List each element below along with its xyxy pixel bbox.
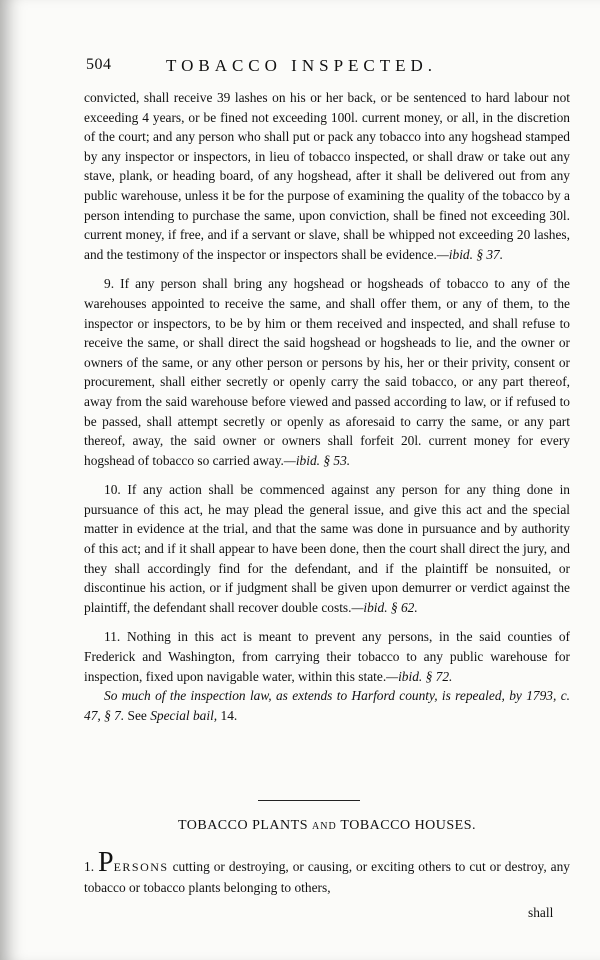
citation: —ibid. § 53. [283,452,351,468]
citation: —ibid. § 62. [351,599,418,615]
note-page: 14. [217,707,238,723]
citation: —ibid. § 37. [436,246,504,262]
paragraph-9 [84,274,570,470]
paragraph-text: 9. If any person shall bring any hogshead or hogsheads of tobacco to any of the warehouses appointed to receive the same, and shall offer them, or any of them, to the inspector or inspectors, to be by him or them received and inspected, and shall refuse to receive the same, or shall direct the said hogshead or hogsheads to lie, and the owner or owners of the same, or any other person or persons by his, her or their privity, consent or procurement, shall either secretly or openly carry the said tobacco, or any part thereof, away from the said warehouse before viewed and passed according to law, or if refused to be passed, shall attempt secretly or openly as aforesaid to carry the same, or any part thereof, away, the said owner or owners shall forfeit 20l. current money for every hogshead of tobacco so carried away. [84,276,570,468]
page-body [84,88,570,725]
paragraph-continued [84,88,570,264]
note-reference: 1793, c. 47, § 7. [84,688,570,723]
note-see: See [124,707,151,723]
small-caps-word: ERSONS [113,860,169,875]
section-divider [258,800,360,801]
page-header [86,52,576,80]
section-heading-part: TOBACCO PLANTS [177,818,312,833]
section-heading-and: AND [312,821,337,832]
paragraph-number: 1. [84,859,99,875]
paragraph-10 [84,480,570,617]
note-cross-reference: Special bail, [150,707,218,723]
citation: —ibid. § 72. [386,668,453,684]
paragraph-text: cutting or destroying, or causing, or exciting others to cut or destroy, any tobacco or tobacco plants belonging to others, [84,859,570,895]
paragraph-text: 11. Nothing in this act is meant to prevent any persons, in the said counties of Frederick and Washington, from carrying their tobacco to any public warehouse for inspection, fixed upon navigable water, within this state. [84,629,570,684]
repeal-note [84,686,570,725]
note-text: So much of the inspection law, as extends to Harford county, is repealed, by [104,688,527,704]
initial-letter: P [98,847,114,879]
paragraph-text: 10. If any action shall be commenced against any person for any thing done in pursuance of this act, he may plead the general issue, and give this act and the special matter in evidence at the trial, and that the same was done in pursuance and by authority of this act; and if it shall appear to have been done, then the court shall direct the jury, and they shall accordingly find for the defendant, and if the plaintiff be nonsuited, or discontinue his action, or if judgment shall be given upon demurrer or verdict against the plaintiff, the defendant shall recover double costs. [84,482,570,615]
section-first-paragraph [84,847,570,897]
paragraph-11 [84,627,570,686]
paragraph-text: convicted, shall receive 39 lashes on his or her back, or be sentenced to hard labour not exceeding 4 years, or be fined not exceeding 100l. current money, or all, in the discretion of the court; and any person who shall put or pack any tobacco into any hogshead stamped by any inspector or inspectors, in lieu of tobacco inspected, or shall draw or take out any stave, plank, or heading board, of any hogshead, after it shall be delivered out from any public warehouse, unless it be for the purpose of examining the quality of the tobacco by a person intending to purchase the same, upon conviction, shall be fined not exceeding 30l. current money, if free, and if a servant or slave, shall be whipped not exceeding 20 lashes, and the testimony of the inspector or inspectors shall be evidence. [84,90,570,262]
page-number: 504 [86,56,112,73]
section-heading [84,818,570,834]
catchword: shall [528,905,554,920]
section-heading-part: TOBACCO HOUSES. [336,818,477,833]
running-title: TOBACCO INSPECTED. [166,56,438,75]
